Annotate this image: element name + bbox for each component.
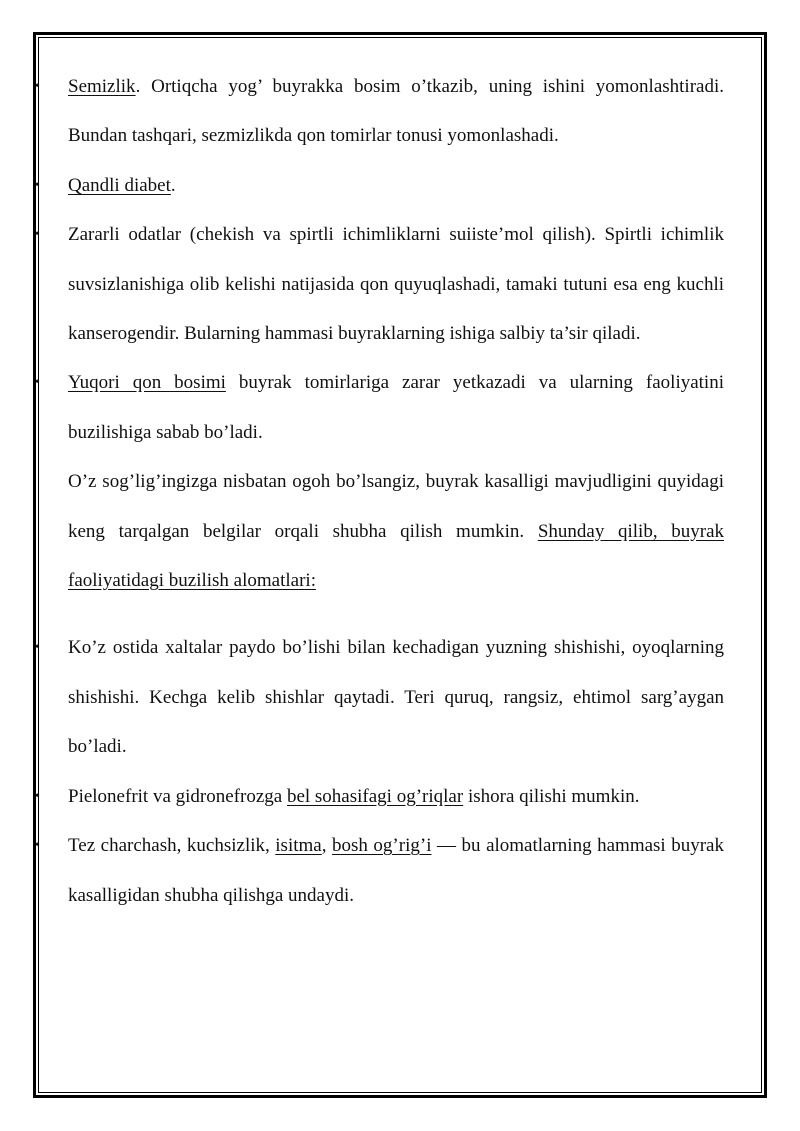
list-item-pielonefrit [35,772,724,821]
list-item-text: . Ortiqcha yog’ buyrakka bosim o’tkazib, uning ishini yomonlashtiradi. Bundan tashqari, sezmizlikda qon tomirlar tonusi yomonlashadi. [68,76,724,147]
list-item-text: Pielonefrit va gidronefrozga [68,785,287,807]
document-body [35,62,724,920]
link-qandli-diabet[interactable]: Qandli diabet [68,174,171,196]
bullet-icon: • [35,788,40,804]
link-yuqori-qon-bosimi[interactable]: Yuqori qon bosimi [68,372,226,394]
list-item-zararli-odatlar [35,210,724,358]
list-item-text: — bu alomatlarning hammasi buyrak kasalligidan shubha qilishga undaydi. [68,835,724,906]
bullet-icon: • [35,79,40,94]
bullet-icon: • [35,227,40,243]
list-item-semizlik [35,62,724,161]
list-item-shishish [35,623,724,771]
bullet-icon: • [35,375,40,391]
list-item-diabet [35,161,724,210]
list-item-qon-bosimi [35,358,724,457]
list-item-text: buyrak tomirlariga zarar yetkazadi va ularning faoliyatini buzilishiga sabab bo’ladi. [68,372,724,443]
separator: , [321,835,333,857]
bullet-icon: • [35,640,40,656]
link-isitma[interactable]: isitma [275,835,322,857]
spacer [68,605,724,623]
intro-paragraph [68,457,724,605]
list-item-charchash [35,821,724,920]
paragraph-text: O’z sog’lig’ingizga nisbatan ogoh bo’lsangiz, buyrak kasalligi mavjudligini quyidagi keng tarqalgan belgilar orqali shubha qilish mumkin. [68,471,724,542]
link-buzilish-alomatlari[interactable]: Shunday qilib, buyrak faoliyatidagi buzilish alomatlari: [68,520,724,592]
link-bosh-ogrigi[interactable]: bosh og’rig’i [332,835,432,857]
list-item-text: Ko’z ostida xaltalar paydo bo’lishi bilan kechadigan yuzning shishishi, oyoqlarning shishishi. Kechga kelib shishlar qaytadi. Teri quruq, rangsiz, ehtimol sarg’aygan bo’ladi. [68,637,724,758]
bullet-icon: • [35,838,40,854]
bullet-icon: • [35,177,40,193]
list-item-text: . [170,174,176,196]
list-item-text: Zararli odatlar (chekish va spirtli ichimliklarni suiiste’mol qilish). Spirtli ichimlik suvsizlanishiga olib kelishi natijasida qon quyuqlashadi, tamaki tutuni esa eng kuchli kanserogendir. Bularning hammasi buyraklarning ishiga salbiy ta’sir qiladi. [68,224,724,345]
list-item-text: Tez charchash, kuchsizlik, [68,835,276,857]
list-item-text: ishora qilishi mumkin. [463,785,640,807]
link-bel-ogriqlar[interactable]: bel sohasifagi og’riqlar [286,785,464,807]
link-semizlik[interactable]: Semizlik [68,76,136,97]
